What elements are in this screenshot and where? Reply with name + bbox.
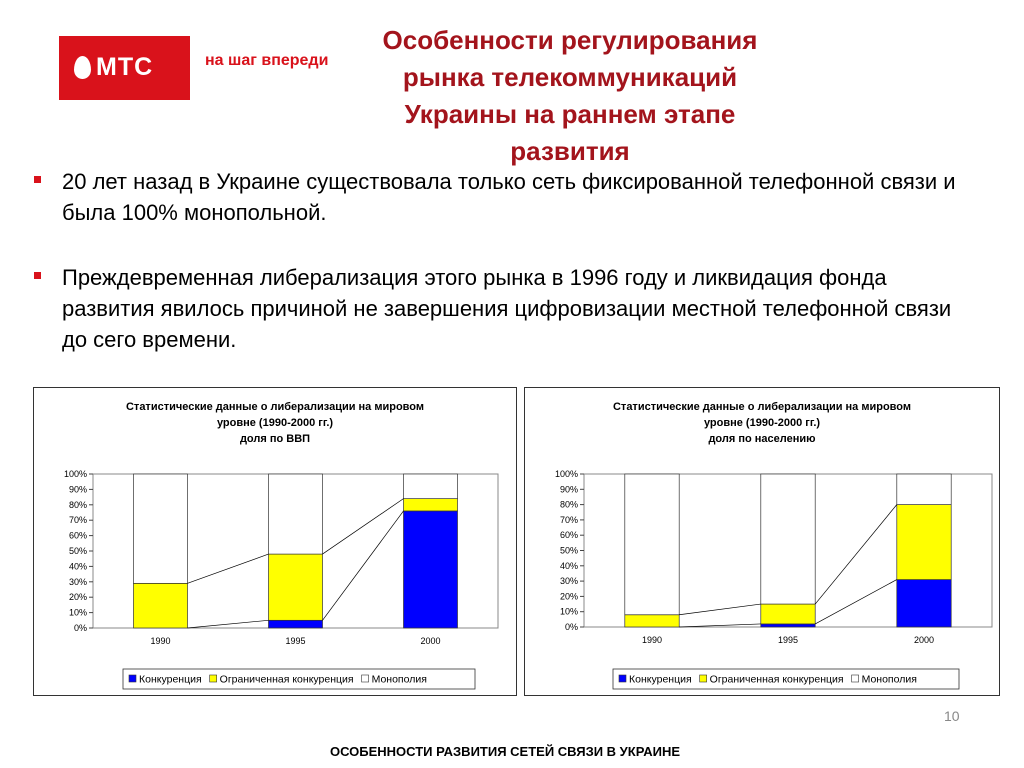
legend-label: Конкуренция (629, 673, 692, 686)
y-tick-label: 100% (63, 469, 87, 479)
legend-swatch-limited (210, 675, 217, 682)
legend-swatch-monopoly (852, 675, 859, 682)
bar-segment-monopoly (134, 474, 188, 583)
egg-icon (74, 56, 91, 79)
legend-label: Монополия (371, 673, 427, 686)
bullet-text: Преждевременная либерализация этого рынка в 1996 году и ликвидация фонда развития явилось причиной не завершения цифровизации местной телефонной связи до сего времени. (62, 265, 952, 352)
bar-segment-monopoly (404, 474, 458, 499)
chart-svg (34, 388, 516, 695)
bullet-list (30, 166, 970, 389)
chart-title-line: уровне (1990-2000 гг.) (703, 417, 821, 429)
bar-segment-competition (761, 624, 815, 627)
slide-title: Особенности регулирования рынка телекоммуникаций Украины на раннем этапе развития (382, 25, 758, 166)
y-tick-label: 30% (68, 576, 87, 587)
y-tick-label: 40% (559, 560, 578, 571)
bar-segment-monopoly (625, 474, 679, 615)
bullet-text: 20 лет назад в Украине существовала только сеть фиксированной телефонной связи и была 100% монопольной. (62, 169, 956, 225)
bar-segment-competition (269, 620, 323, 628)
bar-segment-monopoly (761, 474, 815, 604)
bar-segment-limited (404, 499, 458, 511)
y-tick-label: 0% (73, 623, 87, 633)
bar-segment-limited (897, 505, 951, 580)
bullet-item (30, 262, 970, 355)
y-tick-label: 0% (564, 622, 578, 632)
chart-title-line: Статистические данные о либерализации на мировом (612, 401, 912, 413)
logo-text: МТС (96, 53, 154, 81)
y-tick-label: 90% (68, 484, 87, 495)
mts-logo (59, 36, 190, 100)
y-tick-label: 60% (559, 530, 578, 541)
chart-svg (525, 388, 999, 695)
y-tick-label: 30% (559, 576, 578, 587)
bar-segment-limited (269, 554, 323, 620)
x-tick-label: 1990 (150, 636, 171, 646)
legend-label: Монополия (861, 673, 917, 686)
chart-title-line: уровне (1990-2000 гг.) (216, 417, 334, 429)
y-tick-label: 20% (68, 592, 87, 603)
bar-segment-limited (134, 583, 188, 628)
y-tick-label: 100% (554, 469, 578, 479)
x-tick-label: 2000 (420, 636, 441, 646)
bar-segment-competition (897, 580, 951, 627)
y-tick-label: 80% (559, 499, 578, 510)
chart-gdp (33, 387, 517, 696)
y-tick-label: 50% (68, 546, 87, 556)
legend-label: Ограниченная конкуренция (709, 673, 844, 686)
x-tick-label: 2000 (913, 635, 935, 645)
chart-title-line: доля по ВВП (239, 433, 311, 445)
chart-population (524, 387, 1000, 696)
y-tick-label: 90% (559, 484, 578, 495)
bar-segment-competition (404, 511, 458, 628)
chart-title-line: Статистические данные о либерализации на мировом (125, 401, 425, 413)
x-tick-label: 1995 (285, 636, 306, 646)
bullet-item (30, 166, 970, 228)
legend-swatch-limited (700, 675, 707, 682)
y-tick-label: 10% (68, 607, 87, 618)
footer-text: ОСОБЕННОСТИ РАЗВИТИЯ СЕТЕЙ СВЯЗИ В УКРАИНЕ (329, 744, 681, 759)
y-tick-label: 40% (68, 561, 87, 572)
legend-swatch-competition (619, 675, 626, 682)
page-number: 10 (944, 708, 960, 724)
bar-segment-monopoly (897, 474, 951, 505)
x-tick-label: 1990 (641, 635, 663, 645)
y-tick-label: 70% (559, 514, 578, 525)
x-tick-label: 1995 (777, 635, 799, 645)
legend-swatch-competition (129, 675, 136, 682)
bullet-square-icon (34, 176, 41, 183)
legend-swatch-monopoly (362, 675, 369, 682)
bar-segment-limited (761, 604, 815, 624)
y-tick-label: 20% (559, 591, 578, 602)
bar-segment-monopoly (269, 474, 323, 554)
y-tick-label: 70% (68, 515, 87, 526)
legend-label: Конкуренция (139, 673, 202, 686)
y-tick-label: 80% (68, 499, 87, 510)
y-tick-label: 50% (559, 545, 578, 556)
y-tick-label: 60% (68, 530, 87, 541)
chart-title-line: доля по населению (708, 433, 816, 445)
legend-label: Ограниченная конкуренция (219, 673, 354, 686)
bar-segment-limited (625, 615, 679, 627)
y-tick-label: 10% (559, 606, 578, 617)
slogan: на шаг впереди (205, 52, 329, 69)
bullet-square-icon (34, 272, 41, 279)
